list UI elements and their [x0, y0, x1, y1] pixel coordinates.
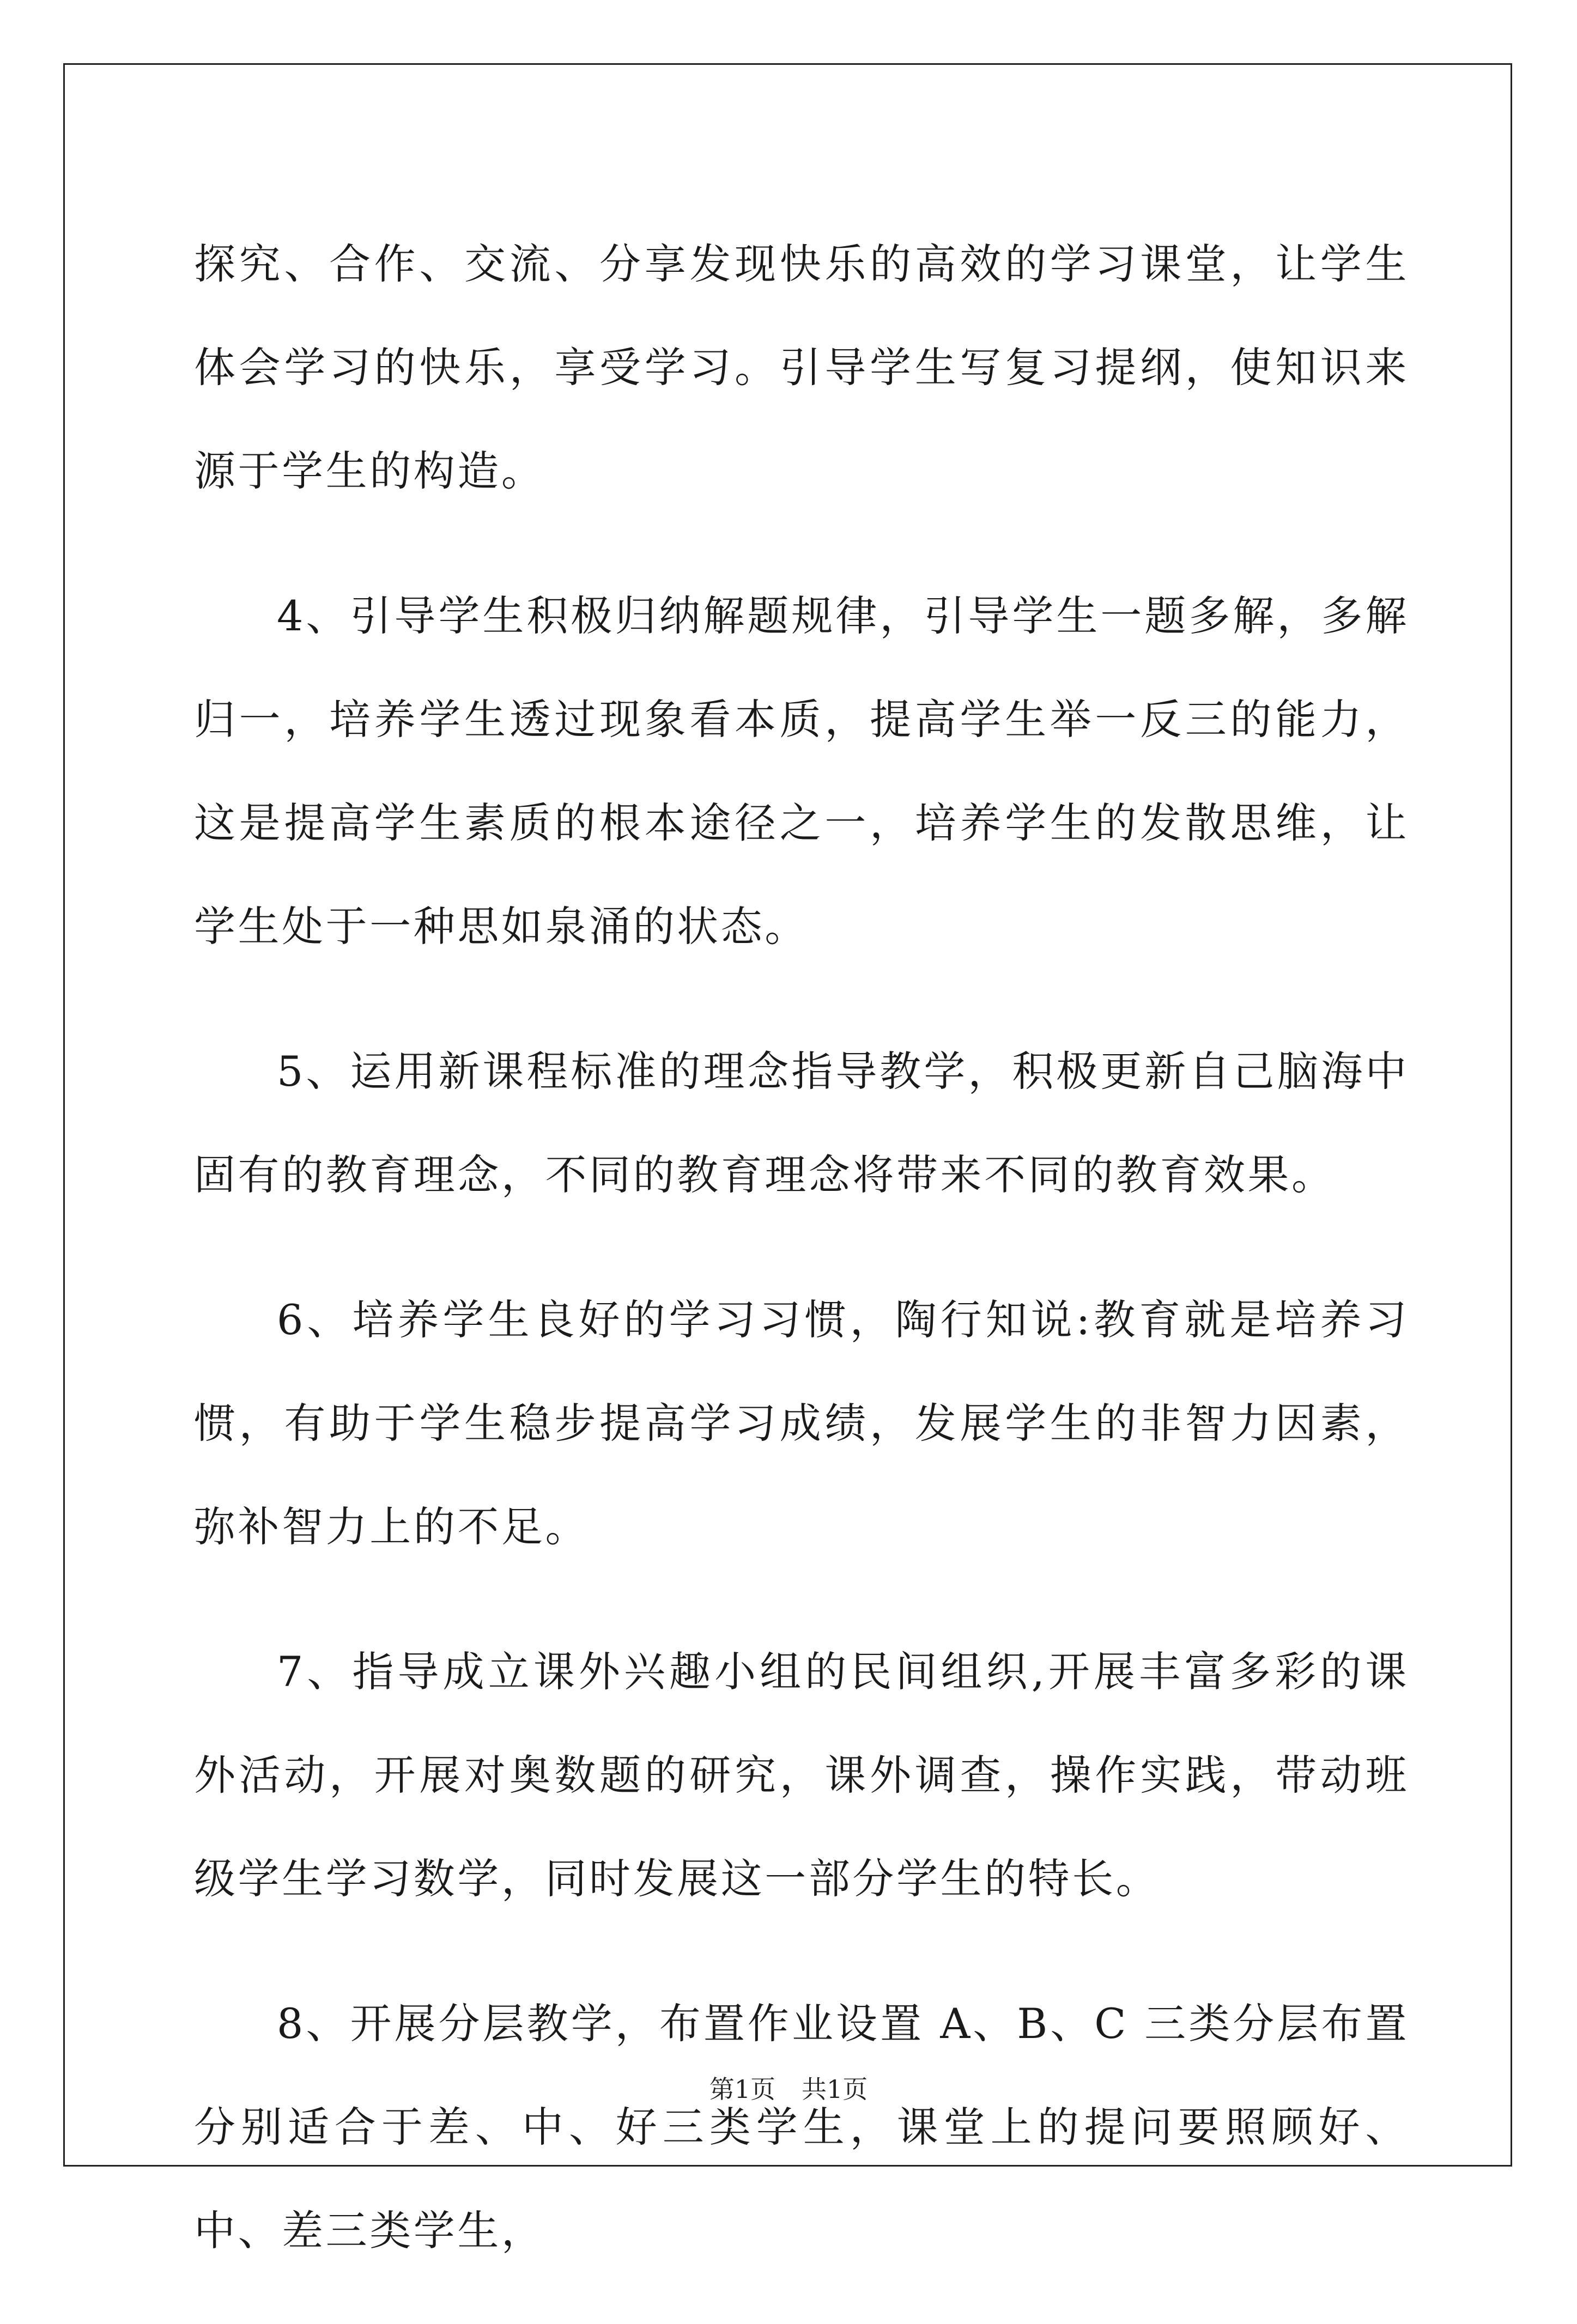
document-body	[194, 212, 1409, 2324]
paragraph-item-7: 7、指导成立课外兴趣小组的民间组织,开展丰富多彩的课外活动，开展对奥数题的研究，课外调查，操作实践，带动班级学生学习数学，同时发展这一部分学生的特长。	[194, 1647, 1409, 1903]
paragraph-item-8: 8、开展分层教学，布置作业设置 A、B、C 三类分层布置分别适合于差、中、好三类学生，课堂上的提问要照顾好、中、差三类学生，	[194, 1999, 1409, 2255]
paragraph-item-6: 6、培养学生良好的学习习惯，陶行知说:教育就是培养习惯，有助于学生稳步提高学习成绩，发展学生的非智力因素，弥补智力上的不足。	[194, 1295, 1409, 1551]
page-number-current: 第1页	[709, 2074, 775, 2104]
paragraph-item-5: 5、运用新课程标准的理念指导教学，积极更新自己脑海中固有的教育理念，不同的教育理念将带来不同的教育效果。	[194, 1047, 1409, 1199]
page-footer	[0, 2073, 1577, 2106]
paragraph-continuation: 探究、合作、交流、分享发现快乐的高效的学习课堂，让学生体会学习的快乐，享受学习。引导学生写复习提纲，使知识来源于学生的构造。	[194, 240, 1409, 495]
paragraph-item-4: 4、引导学生积极归纳解题规律，引导学生一题多解，多解归一，培养学生透过现象看本质，提高学生举一反三的能力，这是提高学生素质的根本途径之一，培养学生的发散思维，让学生处于一种思如泉涌的状态。	[194, 592, 1409, 951]
page-number-total: 共1页	[802, 2074, 868, 2104]
